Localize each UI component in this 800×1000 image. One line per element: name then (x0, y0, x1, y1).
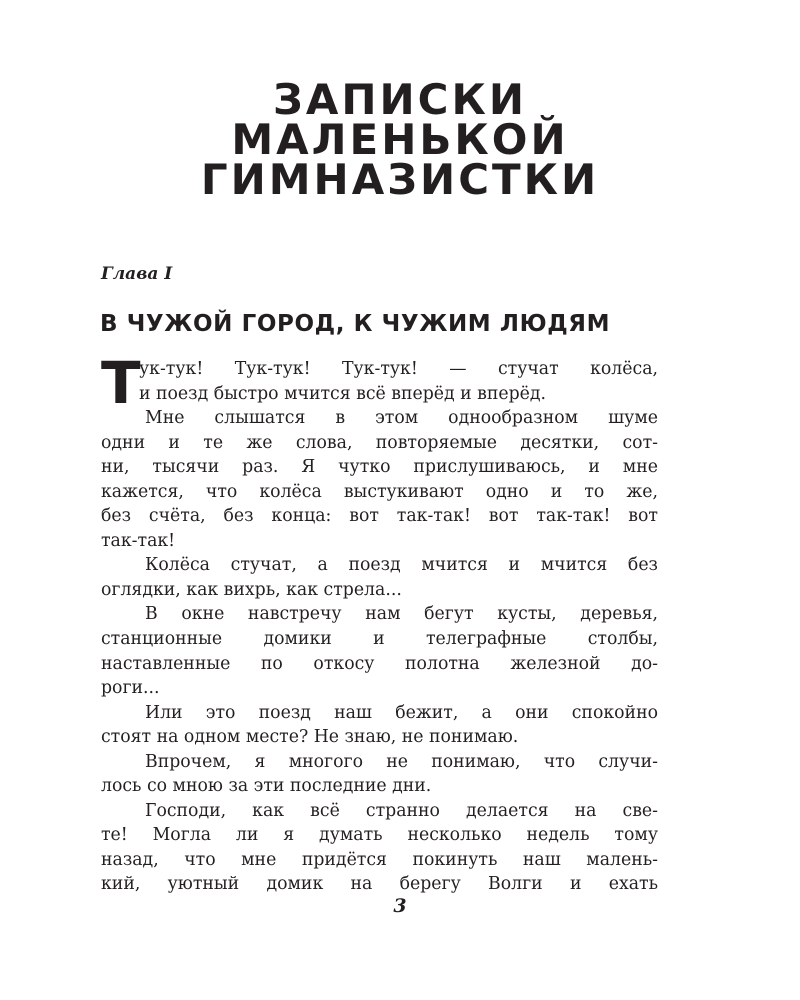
text-line: кажется, что колёса выстукивают одно и то же, (101, 481, 658, 502)
text-line: Впрочем, я многого не понимаю, что случи- (145, 751, 658, 772)
text-line: так-так! (101, 530, 176, 551)
text-line: Господи, как всё странно делается на све- (145, 800, 658, 821)
book-title-line: ГИМНАЗИСТКИ (200, 155, 600, 204)
text-line: В окне навстречу нам бегут кусты, деревья, (145, 604, 658, 625)
chapter-heading: В ЧУЖОЙ ГОРОД, К ЧУЖИМ ЛЮДЯМ (100, 311, 611, 337)
body-text (101, 349, 658, 897)
text-line: одни и те же слова, повторяемые десятки, сот- (101, 432, 658, 453)
text-line: наставленные по откосу полотна железной до- (101, 653, 658, 674)
text-line: без счёта, без конца: вот так-так! вот так-так! вот (101, 506, 658, 527)
text-line: Колёса стучат, а поезд мчится и мчится без (145, 555, 658, 576)
text-line: лось со мною за эти последние дни. (101, 776, 432, 797)
text-line: кий, уютный домик на берегу Волги и ехать (101, 874, 658, 895)
text-line: роги... (101, 678, 160, 699)
text-line: те! Могла ли я думать несколько недель тому (101, 825, 658, 846)
drop-cap: Т (101, 349, 141, 417)
text-line: ук-тук! Тук-тук! Тук-тук! — стучат колёса, (139, 359, 658, 379)
text-line: Мне слышатся в этом однообразном шуме (145, 408, 658, 429)
text-line: ни, тысячи раз. Я чутко прислушиваюсь, и мне (101, 457, 658, 478)
text-line: назад, что мне придётся покинуть наш малень- (101, 849, 658, 870)
text-line: Или это поезд наш бежит, а они спокойно (145, 702, 658, 723)
text-line: и поезд быстро мчится всё вперёд и вперёд. (139, 383, 547, 404)
book-title-line: ЗАПИСКИ (273, 75, 527, 124)
chapter-label: Глава I (101, 264, 173, 284)
book-title (0, 75, 800, 204)
book-title-line: МАЛЕНЬКОЙ (231, 115, 569, 164)
text-line: оглядки, как вихрь, как стрела... (101, 579, 402, 600)
text-line: станционные домики и телеграфные столбы, (101, 629, 658, 650)
text-line: стоят на одном месте? Не знаю, не понимаю. (101, 727, 519, 748)
page-number: 3 (393, 895, 407, 917)
